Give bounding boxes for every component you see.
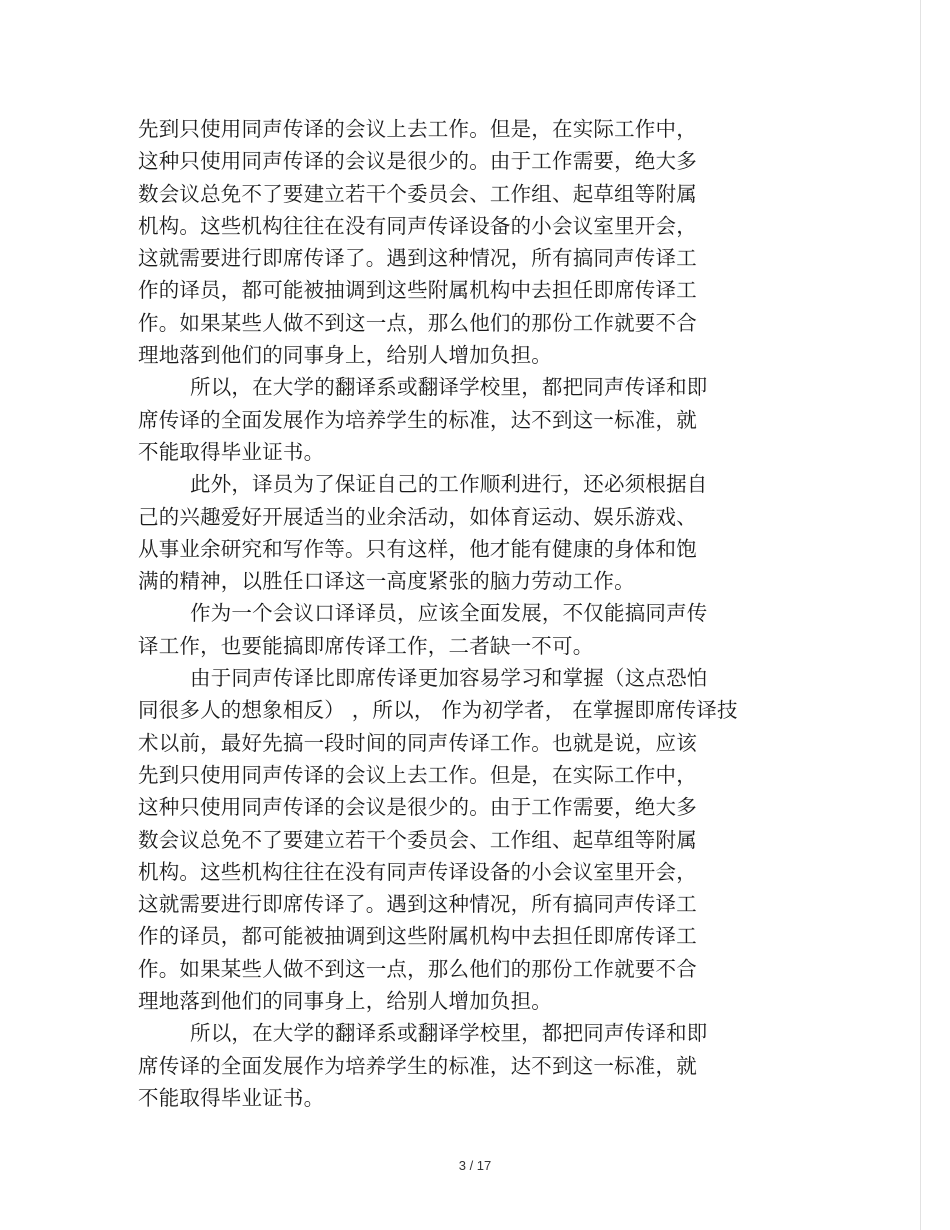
text-line: 术以前，最好先搞一段时间的同声传译工作。也就是说，应该 bbox=[138, 730, 697, 755]
text-line: 译工作，也要能搞即席传译工作，二者缺一不可。 bbox=[138, 633, 594, 658]
body-text bbox=[138, 113, 808, 1114]
text-line: 数会议总免不了要建立若干个委员会、工作组、起草组等附属 bbox=[138, 181, 697, 206]
text-line: 作。如果某些人做不到这一点，那么他们的那份工作就要不合 bbox=[138, 956, 697, 981]
text-line: 不能取得毕业证书。 bbox=[138, 439, 325, 464]
text-line: 作的译员，都可能被抽调到这些附属机构中去担任即席传译工 bbox=[138, 278, 697, 303]
viewer-gutter bbox=[921, 0, 950, 1230]
text-line-paragraph-start: 由于同声传译比即席传译更加容易学习和掌握（这点恐怕 bbox=[190, 666, 708, 691]
text-line-paragraph-start: 此外，译员为了保证自己的工作顺利进行，还必须根据自 bbox=[190, 472, 708, 497]
text-line: 满的精神，以胜任口译这一高度紧张的脑力劳动工作。 bbox=[138, 569, 635, 594]
text-line: 席传译的全面发展作为培养学生的标准，达不到这一标准，就 bbox=[138, 407, 697, 432]
text-line: 数会议总免不了要建立若干个委员会、工作组、起草组等附属 bbox=[138, 827, 697, 852]
text-line: 这种只使用同声传译的会议是很少的。由于工作需要，绝大多 bbox=[138, 795, 697, 820]
text-line: 席传译的全面发展作为培养学生的标准，达不到这一标准，就 bbox=[138, 1053, 697, 1078]
text-line: 不能取得毕业证书。 bbox=[138, 1085, 325, 1110]
text-line: 机构。这些机构往往在没有同声传译设备的小会议室里开会， bbox=[138, 859, 697, 884]
text-line: 同很多人的想象相反） ，所以， 作为初学者， 在掌握即席传译技 bbox=[138, 698, 738, 723]
text-line-paragraph-start: 所以，在大学的翻译系或翻译学校里，都把同声传译和即 bbox=[190, 1021, 708, 1046]
text-line: 这就需要进行即席传译了。遇到这种情况，所有搞同声传译工 bbox=[138, 246, 697, 271]
text-line: 理地落到他们的同事身上，给别人增加负担。 bbox=[138, 989, 552, 1014]
text-line: 机构。这些机构往往在没有同声传译设备的小会议室里开会， bbox=[138, 213, 697, 238]
text-line: 作。如果某些人做不到这一点，那么他们的那份工作就要不合 bbox=[138, 310, 697, 335]
text-line: 先到只使用同声传译的会议上去工作。但是，在实际工作中， bbox=[138, 117, 697, 141]
page-number: 3 / 17 bbox=[458, 1158, 492, 1173]
text-line-paragraph-start: 作为一个会议口译译员，应该全面发展，不仅能搞同声传 bbox=[190, 601, 708, 626]
text-line: 作的译员，都可能被抽调到这些附属机构中去担任即席传译工 bbox=[138, 924, 697, 949]
text-line-paragraph-start: 所以，在大学的翻译系或翻译学校里，都把同声传译和即 bbox=[190, 375, 708, 400]
text-line: 先到只使用同声传译的会议上去工作。但是，在实际工作中， bbox=[138, 762, 697, 787]
text-line: 这就需要进行即席传译了。遇到这种情况，所有搞同声传译工 bbox=[138, 892, 697, 917]
text-line: 从事业余研究和写作等。只有这样，他才能有健康的身体和饱 bbox=[138, 536, 697, 561]
text-line: 这种只使用同声传译的会议是很少的。由于工作需要，绝大多 bbox=[138, 149, 697, 174]
text-line: 己的兴趣爱好开展适当的业余活动，如体育运动、娱乐游戏、 bbox=[138, 504, 697, 529]
text-line: 理地落到他们的同事身上，给别人增加负担。 bbox=[138, 343, 552, 368]
